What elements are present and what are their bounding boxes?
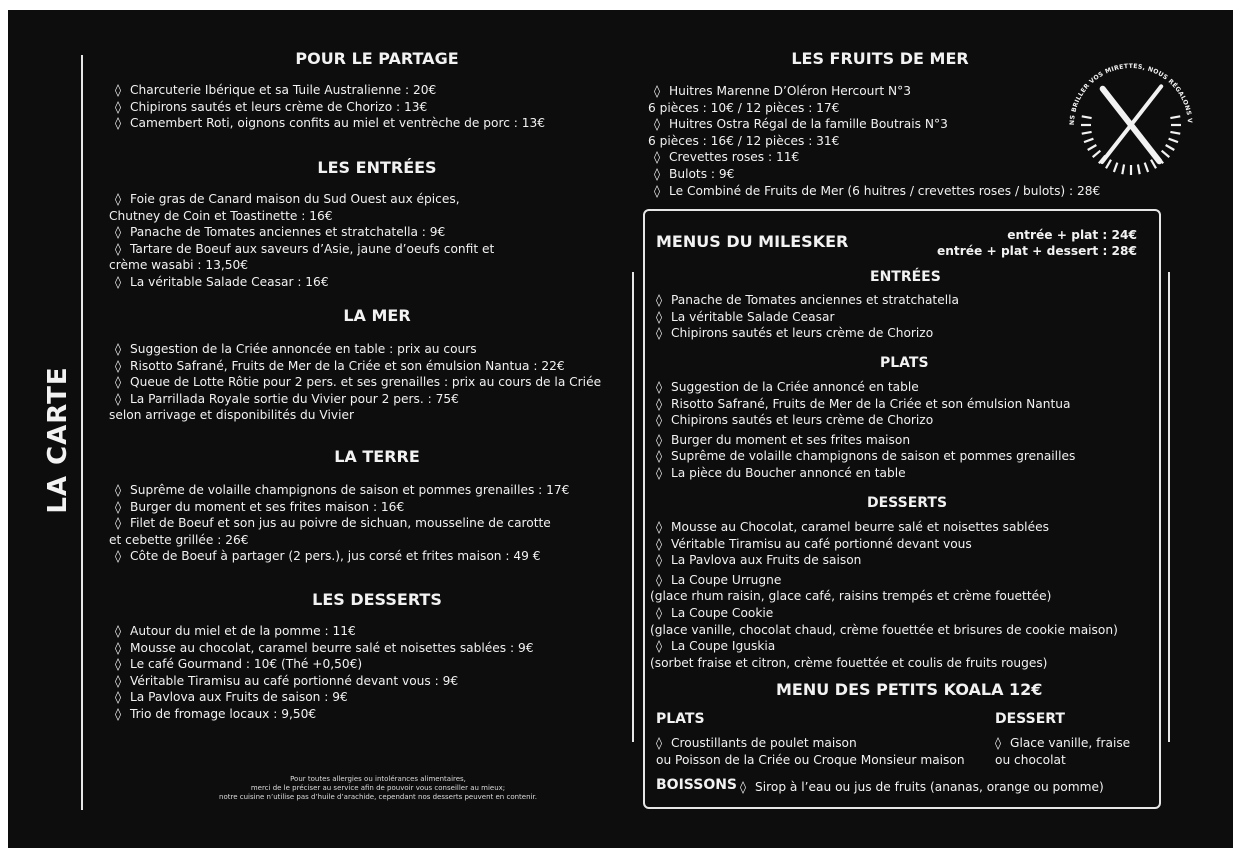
list-item xyxy=(656,448,1075,465)
list-item-text: Mousse au Chocolat, caramel beurre salé et noisettes sablées xyxy=(671,520,1049,534)
bullet-icon: ◊ xyxy=(115,391,122,406)
list-item xyxy=(656,325,959,342)
desserts-list xyxy=(115,623,533,723)
menus-entrees-list xyxy=(656,292,959,342)
bullet-icon: ◊ xyxy=(656,465,663,480)
list-item-text: La Coupe Cookie xyxy=(671,605,774,620)
bullet-icon: ◊ xyxy=(115,116,122,131)
list-item-text: La Coupe Iguskia xyxy=(671,639,776,654)
bullet-icon: ◊ xyxy=(656,639,663,654)
list-item-text: Véritable Tiramisu au café portionné devant vous : 9€ xyxy=(130,673,459,688)
list-item xyxy=(650,622,1118,639)
list-item-text: Le café Gourmand : 10€ (Thé +0,50€) xyxy=(130,657,363,672)
logo-tick xyxy=(1084,139,1093,142)
svg-text:NOUS FAISONS BRILLER VOS MIRET: NS BRILLER VOS MIRETTES, NOUS RÉGALONS V xyxy=(1068,62,1194,126)
list-item xyxy=(109,208,494,225)
bullet-icon: ◊ xyxy=(656,432,663,447)
list-item xyxy=(656,605,1118,622)
list-item-text: Risotto Safrané, Fruits de Mer de la Criée et son émulsion Nantua xyxy=(671,396,1071,411)
list-item-text: et cebette grillée : 26€ xyxy=(109,532,249,547)
list-item xyxy=(654,183,1100,200)
bullet-icon: ◊ xyxy=(654,84,661,98)
list-item-text: Queue de Lotte Rôtie pour 2 pers. et ses grenailles : prix au cours de la Criée xyxy=(130,375,602,390)
list-item-text: Tartare de Boeuf aux saveurs d’Asie, jaune d’oeufs confit et xyxy=(130,241,495,256)
list-item xyxy=(656,412,1075,429)
menus-title: MENUS DU MILESKER xyxy=(656,232,849,251)
entrees-list xyxy=(109,191,495,291)
bullet-icon: ◊ xyxy=(115,499,122,514)
logo-tick xyxy=(1088,145,1097,150)
section-title-fruits-de-mer: LES FRUITS DE MER xyxy=(791,49,969,68)
logo-tick xyxy=(1114,163,1117,172)
list-item xyxy=(650,588,1118,605)
list-item-text: Camembert Roti, oignons confits au miel et ventrèche de porc : 13€ xyxy=(130,116,546,131)
section-title-mer: LA MER xyxy=(343,306,411,325)
list-item-text: Bulots : 9€ xyxy=(669,166,735,181)
list-item xyxy=(654,83,1100,100)
list-item xyxy=(115,623,533,640)
list-item-text: Suprême de volaille champignons de saison et pommes grenailles : 17€ xyxy=(130,483,570,497)
bullet-icon: ◊ xyxy=(654,150,661,165)
menus-plats-title: PLATS xyxy=(880,355,929,371)
list-item xyxy=(650,655,1118,672)
list-item-text: Chutney de Coin et Toastinette : 16€ xyxy=(109,208,333,223)
bullet-icon: ◊ xyxy=(656,449,663,464)
list-item-text: Chipirons sautés et leurs crème de Chorizo : 13€ xyxy=(130,99,428,114)
bullet-icon: ◊ xyxy=(656,553,663,568)
list-item xyxy=(115,548,569,565)
list-item xyxy=(115,673,533,690)
fruits-de-mer-list xyxy=(648,83,1101,199)
bullet-icon: ◊ xyxy=(656,396,663,411)
list-item xyxy=(656,396,1075,413)
list-item xyxy=(115,689,533,706)
list-item-text: Chipirons sautés et leurs crème de Chorizo xyxy=(671,413,934,428)
menus-desserts-title: DESSERTS xyxy=(867,495,948,511)
list-item-text: 6 pièces : 10€ / 12 pièces : 17€ xyxy=(648,100,840,115)
list-item xyxy=(654,116,1100,133)
bullet-icon: ◊ xyxy=(115,358,122,373)
list-item-text: La Coupe Urrugne xyxy=(671,572,782,587)
list-item xyxy=(109,257,494,274)
list-item-text: Mousse au chocolat, caramel beurre salé et noisettes sablées : 9€ xyxy=(130,640,534,655)
list-item xyxy=(109,407,601,424)
cutlery-logo xyxy=(1058,52,1204,198)
bullet-icon: ◊ xyxy=(115,673,122,688)
list-item xyxy=(115,656,533,673)
bullet-icon: ◊ xyxy=(115,274,122,289)
list-item-text: (sorbet fraise et citron, crème fouettée et coulis de fruits rouges) xyxy=(650,655,1048,670)
la-carte-title: LA CARTE xyxy=(43,366,73,514)
bullet-icon: ◊ xyxy=(656,293,663,307)
menus-prices: entrée + plat : 24€ entrée + plat + dessert : 28€ xyxy=(936,228,1137,258)
logo-tick xyxy=(1170,116,1180,118)
list-item xyxy=(115,499,569,516)
list-item xyxy=(115,482,569,499)
list-item xyxy=(656,552,1118,569)
bullet-icon: ◊ xyxy=(115,99,122,114)
list-item-text: (glace rhum raisin, glace café, raisins trempés et crème fouettée) xyxy=(650,589,1052,604)
bullet-icon: ◊ xyxy=(115,657,122,672)
list-item-text: Huitres Marenne D’Oléron Hercourt N°3 xyxy=(669,84,912,98)
terre-list xyxy=(109,482,570,565)
list-item xyxy=(115,191,494,208)
list-item-text: Suggestion de la Criée annoncée en table : prix au cours xyxy=(130,342,477,356)
logo-tick xyxy=(1106,160,1111,169)
bullet-icon: ◊ xyxy=(115,375,122,390)
list-item xyxy=(656,379,1075,396)
list-item-text: Suggestion de la Criée annoncé en table xyxy=(671,380,919,394)
menu-sheet xyxy=(8,10,1233,848)
bullet-icon: ◊ xyxy=(656,520,663,534)
list-item-text: La Pavlova aux Fruits de saison xyxy=(671,553,862,568)
koala-dessert-list: ◊ Glace vanille, fraise ou chocolat xyxy=(995,736,1131,767)
logo-tick xyxy=(1170,132,1180,134)
list-item-text: Burger du moment et ses frites maison xyxy=(671,432,911,447)
list-item xyxy=(648,100,1100,117)
list-item xyxy=(115,241,494,258)
list-item-text: Autour du miel et de la pomme : 11€ xyxy=(130,624,356,638)
list-item xyxy=(115,391,601,408)
bullet-icon: ◊ xyxy=(656,326,663,341)
bullet-icon: ◊ xyxy=(115,342,122,356)
list-item-text: Burger du moment et ses frites maison : 16€ xyxy=(130,499,405,514)
list-item-text: Côte de Boeuf à partager (2 pers.), jus corsé et frites maison : 49 € xyxy=(130,549,541,564)
bullet-icon: ◊ xyxy=(656,536,663,551)
section-title-partage: POUR LE PARTAGE xyxy=(295,49,459,68)
list-item xyxy=(656,519,1118,536)
logo-tick xyxy=(1122,164,1124,174)
list-item-text: Filet de Boeuf et son jus au poivre de sichuan, mousseline de carotte xyxy=(130,516,551,531)
logo-tick xyxy=(1082,116,1092,118)
list-item xyxy=(115,640,533,657)
list-item-text: Charcuterie Ibérique et sa Tuile Australienne : 20€ xyxy=(130,83,437,97)
allergy-note: Pour toutes allergies ou intolérances alimentaires, merci de le préciser au service afin de pouvoir vous conseiller au mieux; notre cuisine n’utilise pas d’huile d’arachide, cependant nos desserts peuvent en contenir. xyxy=(219,775,537,801)
koala-plats-list: ◊ Croustillants de poulet maison ou Poisson de la Criée ou Croque Monsieur maison xyxy=(656,736,965,767)
koala-dessert-title: DESSERT xyxy=(995,711,1065,727)
list-item-text: La véritable Salade Ceasar : 16€ xyxy=(130,274,329,289)
list-item xyxy=(115,515,569,532)
logo-tick xyxy=(1169,139,1178,142)
list-item xyxy=(654,149,1100,166)
list-item-text: crème wasabi : 13,50€ xyxy=(109,258,249,273)
list-item-text: Le Combiné de Fruits de Mer (6 huitres / crevettes roses / bulots) : 28€ xyxy=(669,183,1101,198)
list-item xyxy=(115,274,494,291)
list-item xyxy=(648,133,1100,150)
list-item xyxy=(115,224,494,241)
list-item xyxy=(656,536,1118,553)
list-item xyxy=(654,166,1100,183)
bullet-icon: ◊ xyxy=(656,309,663,324)
bullet-icon: ◊ xyxy=(656,605,663,620)
section-title-entrees: LES ENTRÉES xyxy=(317,158,437,177)
list-item-text: La pièce du Boucher annoncé en table xyxy=(671,465,906,480)
bullet-icon: ◊ xyxy=(115,241,122,256)
list-item-text: Trio de fromage locaux : 9,50€ xyxy=(130,706,317,721)
bullet-icon: ◊ xyxy=(115,706,122,721)
bullet-icon: ◊ xyxy=(656,380,663,394)
bullet-icon: ◊ xyxy=(115,83,122,97)
bullet-icon: ◊ xyxy=(115,483,122,497)
list-item xyxy=(115,706,533,723)
bullet-icon: ◊ xyxy=(656,572,663,587)
logo-tick xyxy=(1166,145,1175,150)
list-item xyxy=(656,292,959,309)
list-item xyxy=(115,115,545,132)
koala-plats-title: PLATS xyxy=(656,711,705,727)
list-item xyxy=(656,309,959,326)
list-item-text: (glace vanille, chocolat chaud, crème fouettée et brisures de cookie maison) xyxy=(650,622,1118,637)
list-item xyxy=(656,465,1075,482)
logo-tick xyxy=(1138,164,1140,174)
list-item-text: La véritable Salade Ceasar xyxy=(671,309,835,324)
partage-list xyxy=(115,82,545,132)
bullet-icon: ◊ xyxy=(115,225,122,240)
bullet-icon: ◊ xyxy=(115,192,122,206)
list-item xyxy=(109,532,569,549)
list-item-text: Crevettes roses : 11€ xyxy=(669,150,800,165)
list-item-text: Foie gras de Canard maison du Sud Ouest aux épices, xyxy=(130,192,460,206)
bullet-icon: ◊ xyxy=(115,549,122,564)
koala-boissons: ◊ Sirop à l’eau ou jus de fruits (ananas, orange ou pomme) xyxy=(740,780,1104,794)
list-item-text: Panache de Tomates anciennes et stratchatella : 9€ xyxy=(130,225,446,240)
list-item xyxy=(115,358,601,375)
menus-entrees-title: ENTRÉES xyxy=(870,269,941,285)
list-item xyxy=(656,638,1118,655)
list-item-text: Risotto Safrané, Fruits de Mer de la Criée et son émulsion Nantua : 22€ xyxy=(130,358,565,373)
list-item-text: Panache de Tomates anciennes et stratchatella xyxy=(671,293,959,307)
bullet-icon: ◊ xyxy=(656,413,663,428)
list-item xyxy=(656,572,1118,589)
logo-tick xyxy=(1093,151,1101,157)
logo-tick xyxy=(1145,163,1148,172)
logo-tick xyxy=(1151,160,1156,169)
logo-tick xyxy=(1162,151,1170,157)
list-item-text: Chipirons sautés et leurs crème de Chorizo xyxy=(671,326,934,341)
bullet-icon: ◊ xyxy=(654,166,661,181)
list-item xyxy=(115,99,545,116)
right-divider-left xyxy=(632,272,634,742)
bullet-icon: ◊ xyxy=(115,624,122,638)
logo-tick xyxy=(1082,132,1092,134)
koala-title: MENU DES PETITS KOALA 12€ xyxy=(776,680,1043,699)
list-item xyxy=(115,341,601,358)
section-title-terre: LA TERRE xyxy=(334,447,420,466)
list-item-text: Suprême de volaille champignons de saison et pommes grenailles xyxy=(671,449,1076,464)
bullet-icon: ◊ xyxy=(115,690,122,705)
list-item-text: Véritable Tiramisu au café portionné devant vous xyxy=(671,536,972,551)
bullet-icon: ◊ xyxy=(654,117,661,132)
mer-list xyxy=(109,341,602,424)
list-item-text: La Pavlova aux Fruits de saison : 9€ xyxy=(130,690,348,705)
menus-plats-list xyxy=(656,379,1075,482)
list-item-text: Huitres Ostra Régal de la famille Boutrais N°3 xyxy=(669,117,948,132)
section-title-desserts: LES DESSERTS xyxy=(312,590,442,609)
left-divider-line xyxy=(81,55,83,810)
list-item-text: La Parrillada Royale sortie du Vivier pour 2 pers. : 75€ xyxy=(130,391,459,406)
list-item xyxy=(115,374,601,391)
list-item xyxy=(656,432,1075,449)
bullet-icon: ◊ xyxy=(115,516,122,531)
list-item-text: 6 pièces : 16€ / 12 pièces : 31€ xyxy=(648,133,840,148)
bullet-icon: ◊ xyxy=(654,183,661,198)
menus-desserts-list xyxy=(650,519,1118,671)
bullet-icon: ◊ xyxy=(115,640,122,655)
list-item-text: selon arrivage et disponibilités du Vivier xyxy=(109,408,354,423)
list-item xyxy=(115,82,545,99)
right-divider-right xyxy=(1168,272,1170,742)
koala-boissons-title: BOISSONS xyxy=(656,777,738,793)
